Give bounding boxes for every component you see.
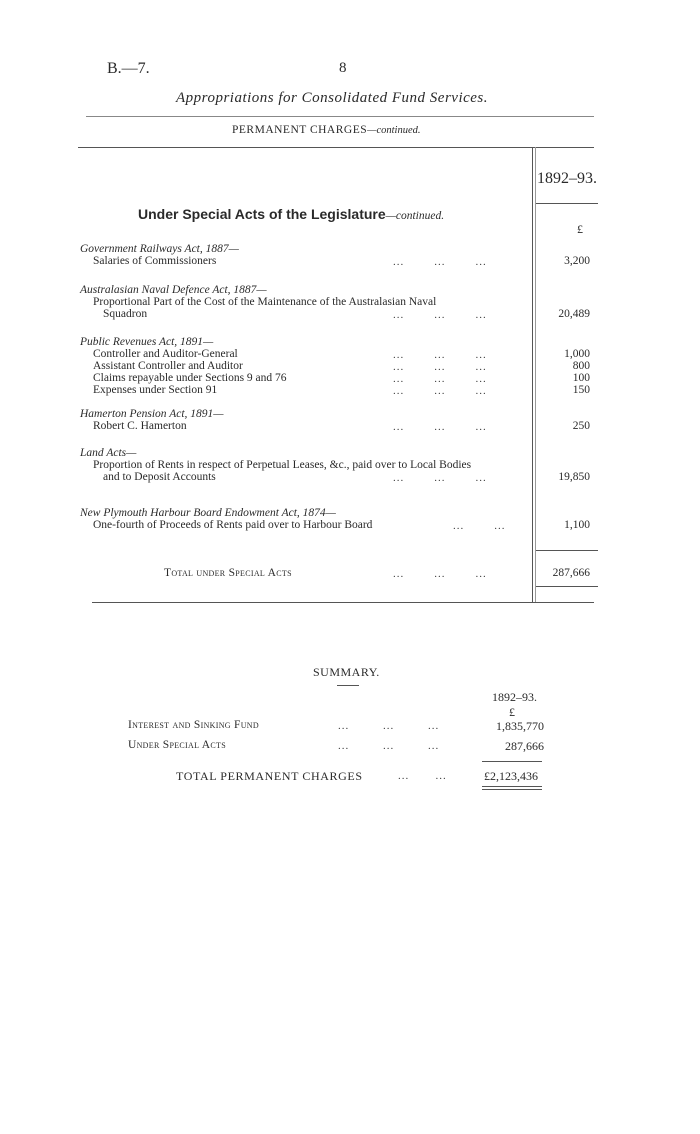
item-description: One-fourth of Proceeds of Rents paid over to Harbour Board [93, 519, 373, 531]
item-amount: 800 [572, 360, 590, 372]
item-description: Proportional Part of the Cost of the Maintenance of the Australasian Naval [93, 296, 437, 308]
summary-leader-dots: ... ... ... [338, 740, 440, 752]
page-title: Appropriations for Consolidated Fund Services. [176, 90, 489, 106]
table-heading [138, 206, 444, 222]
title-rule [86, 116, 594, 117]
total-dots: ... ... ... [393, 568, 487, 580]
summary-total-rule-bottom [482, 786, 542, 787]
act-title: Public Revenues Act, 1891— [80, 336, 214, 348]
total-rule-top [536, 550, 598, 551]
item-amount: 20,489 [558, 308, 590, 320]
summary-total-label: TOTAL PERMANENT CHARGES [176, 769, 363, 783]
item-description: Controller and Auditor-General [93, 348, 238, 360]
summary-row-amount: 1,835,770 [496, 719, 544, 733]
item-amount: 3,200 [564, 255, 590, 267]
currency-symbol: £ [577, 222, 583, 236]
leader-dots: ... ... ... [393, 256, 487, 268]
year-header-rule [536, 203, 598, 204]
act-title: Land Acts— [80, 447, 137, 459]
section-heading [232, 124, 421, 136]
total-label: Total under Special Acts [164, 567, 292, 579]
summary-currency: £ [509, 705, 515, 719]
leader-dots: ... ... ... [393, 373, 487, 385]
act-title: Australasian Naval Defence Act, 1887— [80, 284, 267, 296]
page-number: 8 [339, 60, 347, 76]
leader-dots: ... ... [453, 520, 506, 532]
leader-dots: ... ... ... [393, 309, 487, 321]
item-amount: 1,000 [564, 348, 590, 360]
table-heading-main: Under Special Acts of the Legislature [138, 206, 386, 222]
item-description: and to Deposit Accounts [103, 471, 216, 483]
item-description: Claims repayable under Sections 9 and 76 [93, 372, 287, 384]
leader-dots: ... ... ... [393, 349, 487, 361]
section-heading-main: PERMANENT CHARGES [232, 124, 368, 136]
item-amount: 19,850 [558, 471, 590, 483]
item-amount: 250 [572, 420, 590, 432]
item-amount: 1,100 [564, 519, 590, 531]
act-title: New Plymouth Harbour Board Endowment Act, 1874— [80, 507, 336, 519]
summary-leader-dots: ... ... ... [338, 720, 440, 732]
summary-total-rule-bottom-2 [482, 789, 542, 790]
act-title: Government Railways Act, 1887— [80, 243, 239, 255]
item-description: Expenses under Section 91 [93, 384, 218, 396]
table-heading-sub: —continued. [385, 210, 445, 222]
summary-title-rule [337, 685, 359, 686]
leader-dots: ... ... ... [393, 421, 487, 433]
year-column-header: 1892–93. [537, 170, 597, 187]
summary-total-dots: ... ... [398, 770, 447, 782]
item-description: Proportion of Rents in respect of Perpetual Leases, &c., paid over to Local Bodies [93, 459, 472, 471]
item-description: Salaries of Commissioners [93, 255, 217, 267]
item-amount: 100 [572, 372, 590, 384]
total-rule-bottom [536, 586, 598, 587]
table-top-rule [78, 147, 594, 148]
summary-row-label: Under Special Acts [128, 739, 226, 751]
summary-title: SUMMARY. [313, 665, 380, 679]
leader-dots: ... ... ... [393, 472, 487, 484]
act-title: Hamerton Pension Act, 1891— [80, 408, 224, 420]
document-reference: B.—7. [107, 60, 150, 77]
item-description: Squadron [103, 308, 148, 320]
table-bottom-rule [92, 602, 594, 603]
item-description: Assistant Controller and Auditor [93, 360, 243, 372]
item-amount: 150 [572, 384, 590, 396]
leader-dots: ... ... ... [393, 361, 487, 373]
summary-total-amount: £2,123,436 [484, 769, 538, 783]
item-description: Robert C. Hamerton [93, 420, 187, 432]
summary-row-label: Interest and Sinking Fund [128, 719, 259, 731]
total-amount: 287,666 [552, 567, 590, 579]
summary-total-rule-top [482, 761, 542, 762]
leader-dots: ... ... ... [393, 385, 487, 397]
section-heading-sub: —continued. [367, 125, 421, 136]
summary-row-amount: 287,666 [505, 739, 544, 753]
summary-year: 1892–93. [492, 690, 537, 704]
